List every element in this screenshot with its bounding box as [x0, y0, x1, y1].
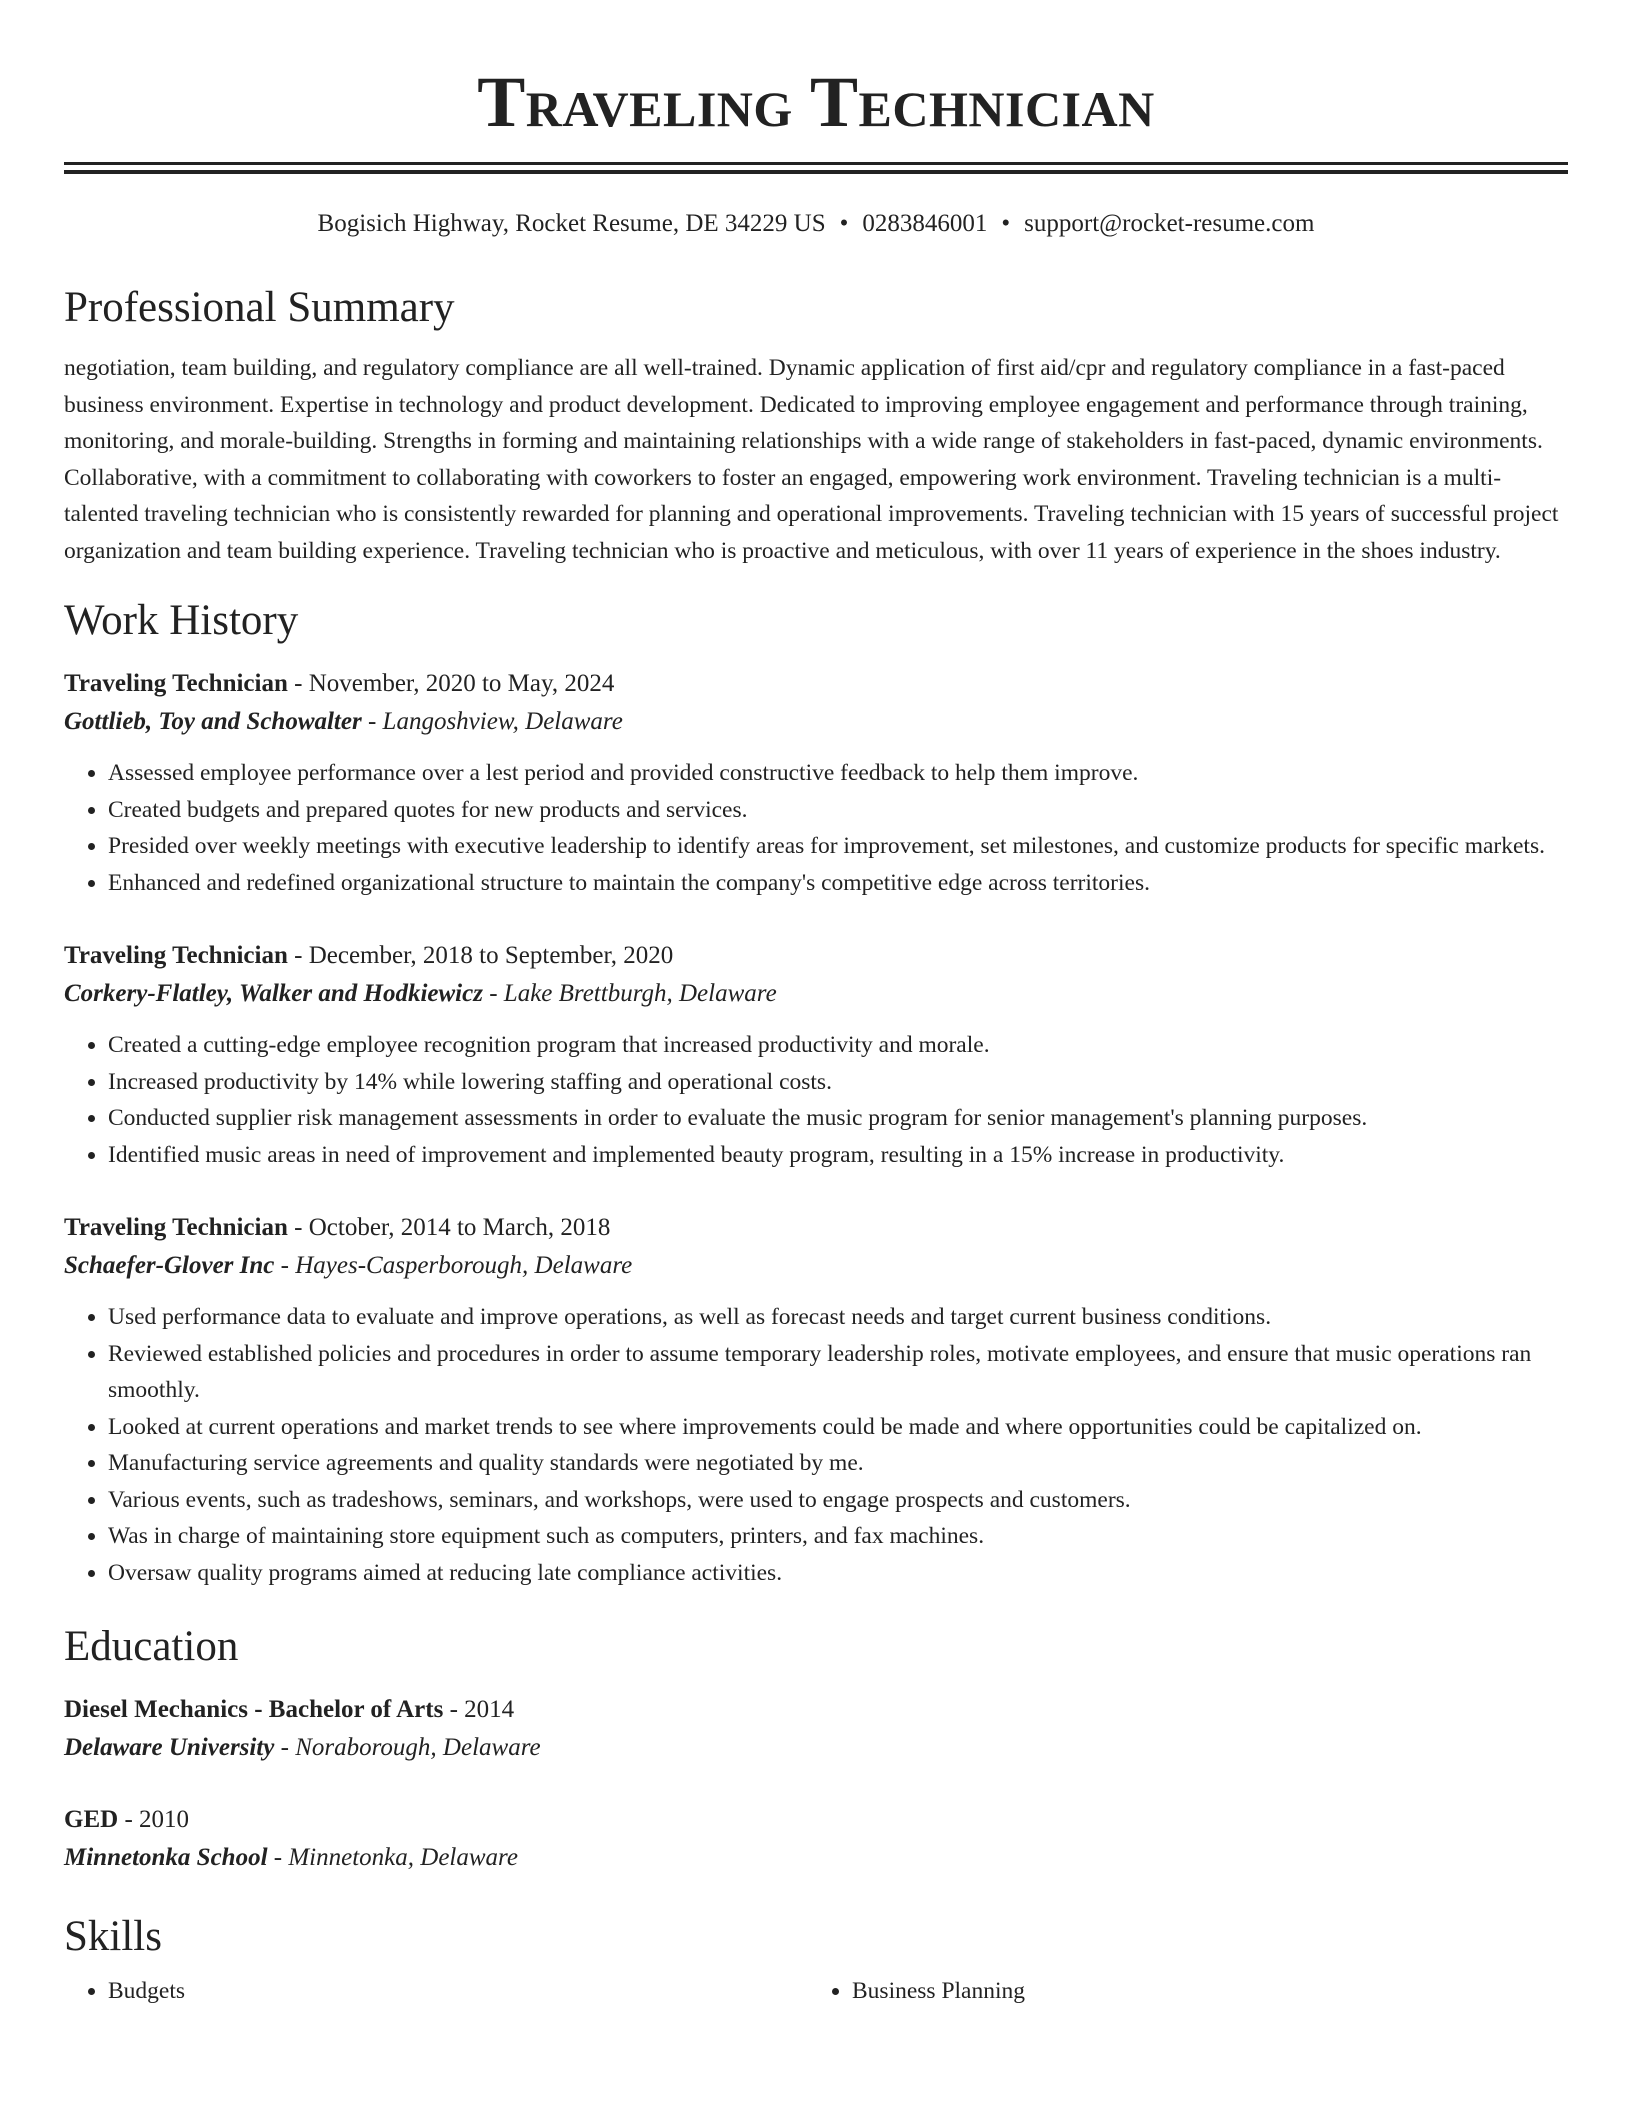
bullet-separator: • [1001, 210, 1011, 237]
contact-phone: 0283846001 [862, 210, 988, 237]
list-item: • Created budgets and prepared quotes for new products and services. [108, 792, 1568, 829]
dash: - [361, 708, 383, 735]
job-dates: October, 2014 to March, 2018 [308, 1214, 611, 1241]
skills-column-right [808, 1973, 1552, 2009]
job-role: Traveling Technician [64, 1214, 288, 1241]
job-bullets [64, 1027, 1568, 1173]
job-entry [64, 1209, 1568, 1591]
list-item: • Identified music areas in need of improvement and implemented beauty program, resulting in a 15% increase in productivity. [108, 1137, 1568, 1174]
dash: - [287, 1214, 309, 1241]
job-title-line [64, 1209, 1568, 1247]
resume-page [64, 0, 1568, 2009]
job-company: Corkery-Flatley, Walker and Hodkiewicz [64, 980, 483, 1007]
education-entry [64, 1691, 1568, 1767]
list-item: • Reviewed established policies and procedures in order to assume temporary leadership roles, motivate employees, and ensure that music operations ran smoothly. [108, 1336, 1568, 1409]
contact-email: support@rocket-resume.com [1024, 210, 1315, 237]
job-bullets [64, 755, 1568, 901]
job-company-line [64, 975, 1568, 1013]
job-dates: December, 2018 to September, 2020 [308, 942, 674, 969]
school-name: Minnetonka School [64, 1844, 268, 1871]
title-divider-bottom [64, 170, 1568, 174]
degree-year: 2010 [139, 1806, 190, 1833]
title-divider-top [64, 162, 1568, 165]
skill-item: • Budgets [108, 1973, 808, 2009]
school-location: Noraborough, Delaware [295, 1734, 541, 1761]
degree-line [64, 1801, 1568, 1839]
skills-column-left [64, 1973, 808, 2009]
education-heading: Education [64, 1623, 239, 1670]
summary-heading: Professional Summary [64, 284, 455, 331]
list-item: • Assessed employee performance over a lest period and provided constructive feedback to help them improve. [108, 755, 1568, 792]
job-bullets [64, 1299, 1568, 1591]
job-company-line [64, 703, 1568, 741]
list-item: • Various events, such as tradeshows, seminars, and workshops, were used to engage prospects and customers. [108, 1482, 1568, 1519]
list-item: • Manufacturing service agreements and quality standards were negotiated by me. [108, 1445, 1568, 1482]
degree: Diesel Mechanics - Bachelor of Arts [64, 1696, 444, 1723]
job-company: Gottlieb, Toy and Schowalter [64, 708, 362, 735]
job-location: Lake Brettburgh, Delaware [503, 980, 777, 1007]
contact-address: Bogisich Highway, Rocket Resume, DE 34229 US [317, 210, 826, 237]
job-dates: November, 2020 to May, 2024 [308, 670, 615, 697]
contact-line [64, 208, 1568, 240]
job-role: Traveling Technician [64, 942, 288, 969]
list-item: • Looked at current operations and market trends to see where improvements could be made and where opportunities could be capitalized on. [108, 1409, 1568, 1446]
dash: - [482, 980, 504, 1007]
summary-text: negotiation, team building, and regulatory compliance are all well-trained. Dynamic application of first aid/cpr and regulatory compliance in a fast-paced business environment. Expertise in technology and product development. Dedicated to improving employee engagement and performance through training, monitoring, and morale-building. Strengths in forming and maintaining relationships with a wide range of stakeholders in fast-paced, dynamic environments. Collaborative, with a commitment to collaborating with coworkers to foster an engaged, empowering work environment. Traveling technician is a multi-talented traveling technician who is consistently rewarded for planning and operational improvements. Traveling technician with 15 years of successful project organization and team building experience. Traveling technician who is proactive and meticulous, with over 11 years of experience in the shoes industry. [64, 355, 1559, 564]
dash: - [443, 1696, 465, 1723]
list-item: • Presided over weekly meetings with executive leadership to identify areas for improvement, set milestones, and customize products for specific markets. [108, 828, 1568, 865]
list-item: • Was in charge of maintaining store equipment such as computers, printers, and fax machines. [108, 1518, 1568, 1555]
school-line [64, 1729, 1568, 1767]
list-item: • Oversaw quality programs aimed at reducing late compliance activities. [108, 1555, 1568, 1592]
page-title: Traveling Technician [477, 62, 1155, 142]
skill-item: • Business Planning [852, 1973, 1552, 2009]
skills-list [64, 1973, 1568, 2009]
list-item: • Increased productivity by 14% while lowering staffing and operational costs. [108, 1064, 1568, 1101]
job-role: Traveling Technician [64, 670, 288, 697]
bullet-separator: • [839, 210, 849, 237]
dash: - [118, 1806, 140, 1833]
dash: - [267, 1844, 289, 1871]
school-line [64, 1839, 1568, 1877]
job-title-line [64, 937, 1568, 975]
job-title-line [64, 665, 1568, 703]
dash: - [274, 1252, 296, 1279]
school-location: Minnetonka, Delaware [288, 1844, 518, 1871]
dash: - [287, 670, 309, 697]
job-entry [64, 937, 1568, 1173]
list-item: • Conducted supplier risk management assessments in order to evaluate the music program for senior management's planning purposes. [108, 1100, 1568, 1137]
job-entry [64, 665, 1568, 901]
job-location: Langoshview, Delaware [382, 708, 623, 735]
job-company: Schaefer-Glover Inc [64, 1252, 275, 1279]
job-company-line [64, 1247, 1568, 1285]
education-entry [64, 1801, 1568, 1877]
degree: GED [64, 1806, 119, 1833]
dash: - [274, 1734, 296, 1761]
degree-line [64, 1691, 1568, 1729]
dash: - [287, 942, 309, 969]
list-item: • Used performance data to evaluate and improve operations, as well as forecast needs and target current business conditions. [108, 1299, 1568, 1336]
work-history-heading: Work History [64, 597, 299, 644]
list-item: • Enhanced and redefined organizational structure to maintain the company's competitive edge across territories. [108, 865, 1568, 902]
school-name: Delaware University [64, 1734, 275, 1761]
job-location: Hayes-Casperborough, Delaware [295, 1252, 633, 1279]
degree-year: 2014 [464, 1696, 515, 1723]
skills-heading: Skills [64, 1913, 162, 1960]
list-item: • Created a cutting-edge employee recognition program that increased productivity and morale. [108, 1027, 1568, 1064]
